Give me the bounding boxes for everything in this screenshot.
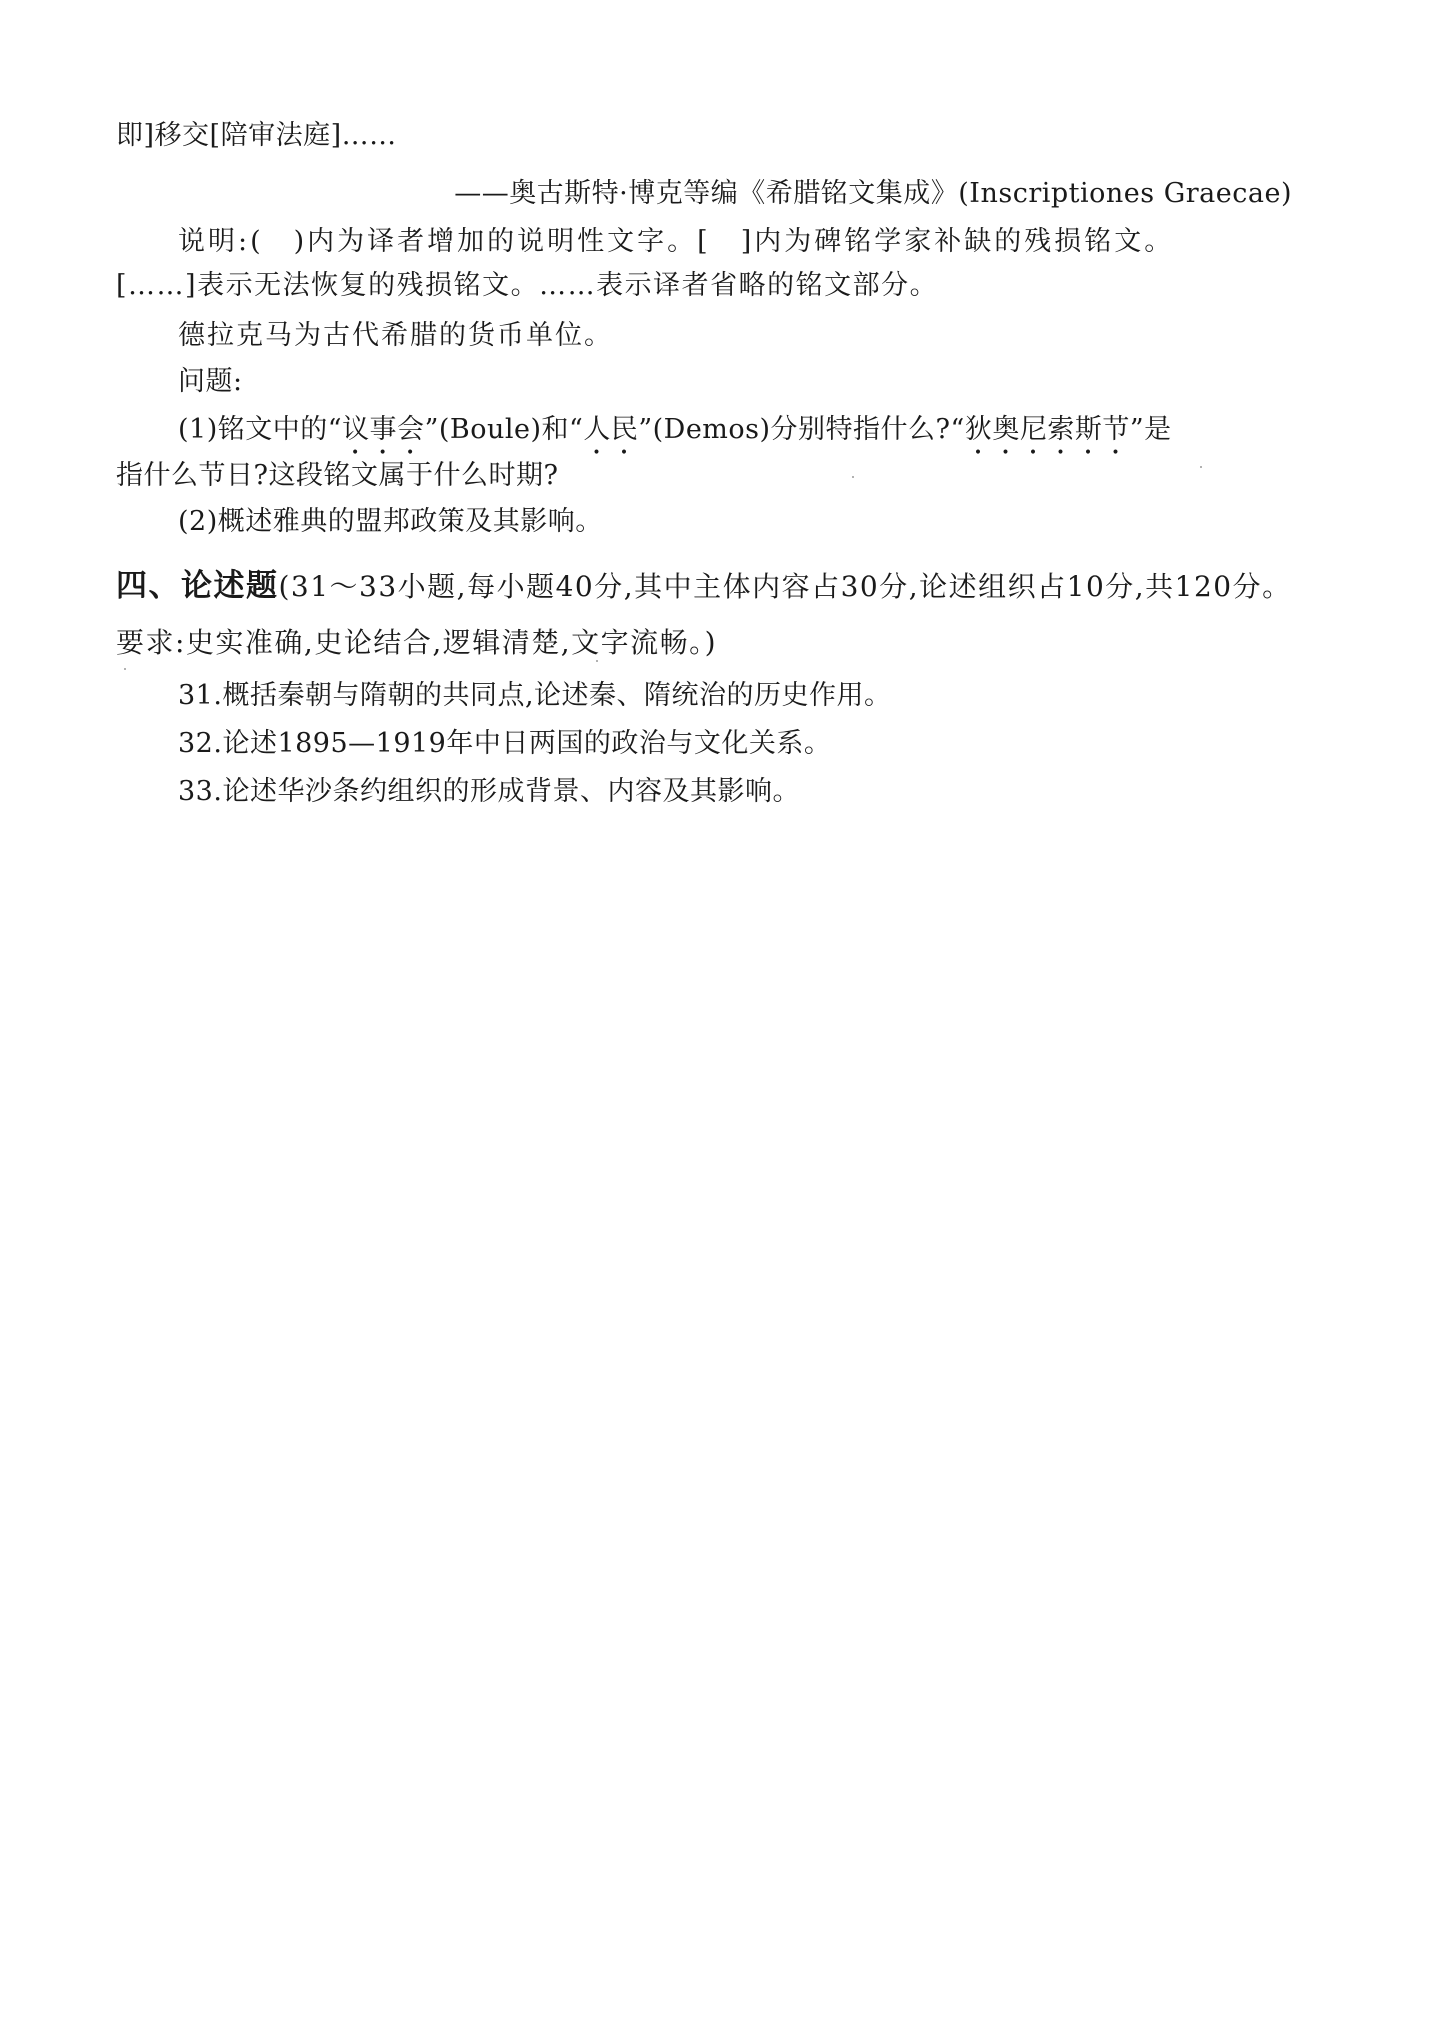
essay-question-33: 33.论述华沙条约组织的形成背景、内容及其影响。 <box>178 776 800 807</box>
section-4-heading <box>116 558 1296 671</box>
essay-question-31: 31.概括秦朝与隋朝的共同点,论述秦、隋统治的历史作用。 <box>178 680 892 711</box>
note-line-2: [……]表示无法恢复的残损铭文。……表示译者省略的铭文部分。 <box>116 270 939 301</box>
term-demos: 人民 <box>583 414 639 445</box>
question-1-line-1 <box>178 410 1172 461</box>
question-2: (2)概述雅典的盟邦政策及其影响。 <box>178 506 603 537</box>
source-citation: ——奥古斯特·博克等编《希腊铭文集成》(Inscriptiones Graecae) <box>454 178 1292 209</box>
scan-speck <box>596 660 598 662</box>
term-dionysia: 狄奥尼索斯节 <box>964 414 1130 445</box>
question-1-mid-2: ”(Demos)分别特指什么?“ <box>638 414 965 445</box>
inscription-continuation: 即]移交[陪审法庭]…… <box>116 120 397 151</box>
question-1-prefix: (1)铭文中的“ <box>178 414 343 445</box>
term-boule: 议事会 <box>342 414 425 445</box>
essay-question-32: 32.论述1895—1919年中日两国的政治与文化关系。 <box>178 728 832 759</box>
scan-speck <box>124 668 126 670</box>
note-line-3: 德拉克马为古代希腊的货币单位。 <box>178 320 613 351</box>
note-line-1: 说明:( )内为译者增加的说明性文字。[ ]内为碑铭学家补缺的残损铭文。 <box>178 226 1175 257</box>
questions-label: 问题: <box>178 366 243 397</box>
section-4-title: 四、论述题 <box>116 568 279 604</box>
question-1-line-2: 指什么节日?这段铭文属于什么时期? <box>116 460 559 491</box>
question-1-suffix: ”是 <box>1129 414 1172 445</box>
question-1-mid-1: ”(Boule)和“ <box>424 414 584 445</box>
section-4-instructions: (31～33小题,每小题40分,其中主体内容占30分,论述组织占10分,共120分。要求:史实准确,史论结合,逻辑清楚,文字流畅。) <box>116 570 1292 659</box>
scan-speck <box>1200 466 1202 468</box>
scan-speck <box>852 476 854 478</box>
